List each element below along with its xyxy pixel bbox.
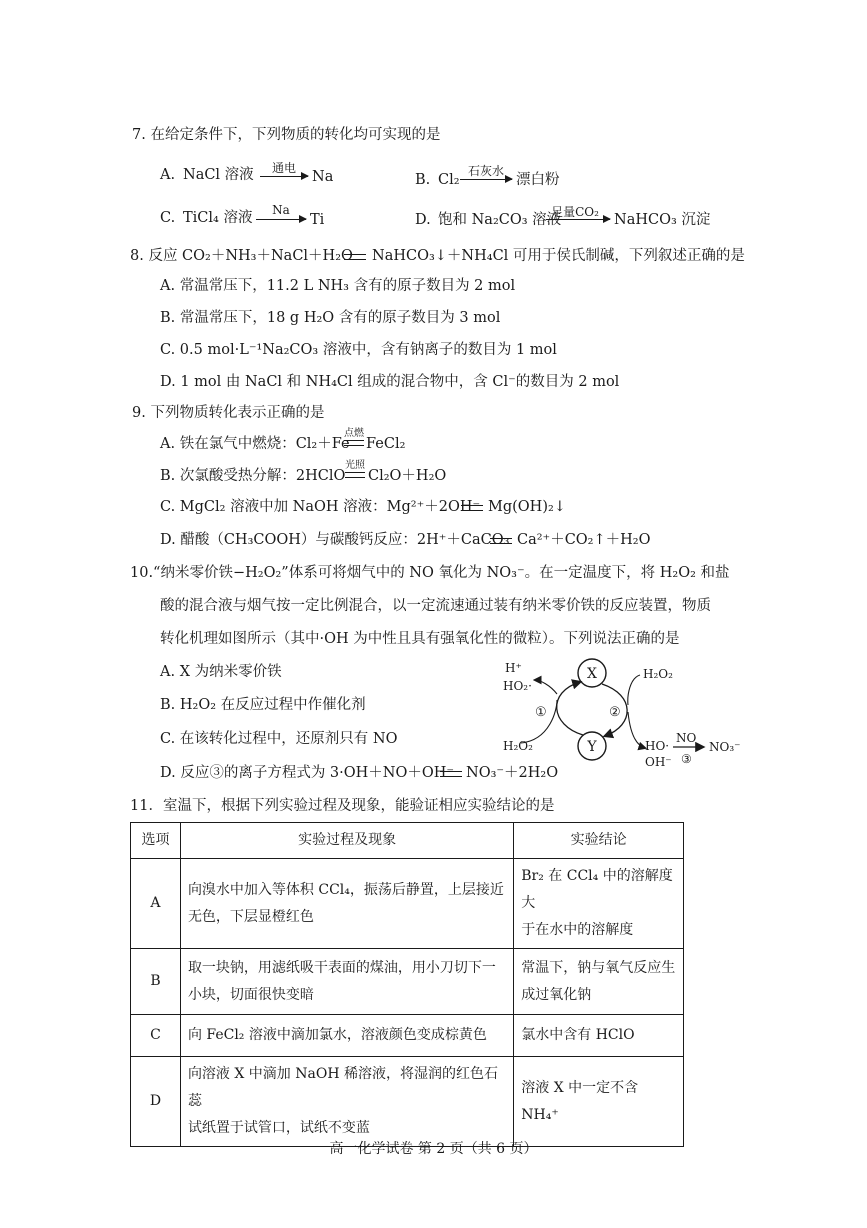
option-cell: D: [131, 1057, 181, 1147]
table-row: [131, 949, 684, 1015]
reactant: Cl₂: [438, 172, 460, 188]
q8-option-c: C. 0.5 mol·L⁻¹Na₂CO₃ 溶液中，含有钠离子的数目为 1 mol: [160, 342, 557, 358]
procedure-cell: [180, 859, 513, 949]
h-plus-label: H⁺: [505, 661, 522, 675]
equals-sign: [344, 254, 366, 260]
product: 漂白粉: [516, 172, 560, 188]
option-label: D.: [415, 212, 431, 228]
reaction-condition: 足量CO₂: [551, 205, 599, 219]
conclusion-line: Br₂ 在 CCl₄ 中的溶解度大: [521, 868, 673, 911]
procedure-cell: 向 FeCl₂ 溶液中滴加氯水，溶液颜色变成棕黄色: [180, 1015, 513, 1057]
experiment-table: [130, 822, 684, 1147]
q10-stem-line-3: 转化机理如图所示（其中·OH 为中性且具有强氧化性的微粒）。下列说法正确的是: [160, 631, 680, 647]
table-row: [131, 859, 684, 949]
q10-option-b: B. H₂O₂ 在反应过程中作催化剂: [160, 697, 366, 713]
procedure-line: 向溶液 X 中滴加 NaOH 稀溶液，将湿润的红色石蕊: [187, 1066, 498, 1109]
equals-sign: [440, 771, 462, 777]
procedure-line: 取一块钠，用滤纸吸干表面的煤油，用小刀切下一: [187, 959, 496, 976]
product: Ti: [310, 212, 325, 228]
h2o2-in-arrow-2: [628, 675, 640, 705]
reactant: NaCl 溶液: [183, 167, 254, 183]
reaction-arrow: [546, 219, 610, 220]
equation-left: 8. 反应 CO₂＋NH₃＋NaCl＋H₂O: [130, 248, 353, 264]
reaction-condition: 石灰水: [467, 164, 504, 178]
y-label: Y: [587, 739, 597, 755]
header-conclusion: 实验结论: [514, 823, 684, 859]
equals-sign: [345, 472, 365, 478]
table-row: [131, 1057, 684, 1147]
option-label: B.: [415, 172, 431, 188]
equation-right: NaHCO₃↓＋NH₄Cl 可用于侯氏制碱，下列叙述正确的是: [372, 248, 745, 264]
procedure-cell: [180, 949, 513, 1015]
option-label: C.: [160, 210, 176, 226]
equation-right: FeCl₂: [366, 436, 406, 452]
reaction-condition: 点燃: [344, 428, 364, 439]
no3-label: NO₃⁻: [709, 740, 741, 754]
option-cell: A: [131, 859, 181, 949]
ho2-out-arrow: [535, 680, 557, 694]
conclusion-line: 常温下，钠与氧气反应生: [521, 959, 676, 976]
equation-left: A. 铁在氯气中燃烧：Cl₂＋Fe: [160, 436, 350, 452]
conclusion-cell: [514, 859, 684, 949]
procedure-cell: [180, 1057, 513, 1147]
equation-right: Ca²⁺＋CO₂↑＋H₂O: [517, 532, 651, 548]
circle-1-label: ①: [535, 705, 547, 720]
procedure-line: 向溴水中加入等体积 CCl₄，振荡后静置，上层接近: [187, 881, 504, 898]
conclusion-line: 成过氧化钠: [521, 986, 592, 1003]
reactant: 饱和 Na₂CO₃ 溶液: [438, 212, 562, 228]
circle-3-label: ③: [681, 752, 692, 766]
no-label: NO: [676, 731, 697, 745]
option-cell: B: [131, 949, 181, 1015]
reaction-arrow: [256, 219, 306, 220]
equation-left: D. 反应③的离子方程式为 3·OH＋NO＋OH⁻: [160, 765, 455, 781]
equals-sign: [461, 505, 483, 511]
q10-stem-line-2: 酸的混合液与烟气按一定比例混合，以一定流速通过装有纳米零价铁的反应装置，物质: [160, 598, 711, 614]
equation-right: NO₃⁻＋2H₂O: [466, 765, 559, 781]
ho-out-arrow: [628, 712, 645, 748]
circle-2-label: ②: [609, 705, 621, 720]
option-label: A.: [160, 167, 176, 183]
ho2-label: HO₂·: [503, 679, 532, 693]
h2o2-top-right-label: H₂O₂: [643, 667, 673, 681]
table-row: [131, 1015, 684, 1057]
mechanism-diagram: [495, 650, 750, 770]
reaction-condition: 通电: [271, 161, 296, 175]
conclusion-cell: 溶液 X 中一定不含 NH₄⁺: [514, 1057, 684, 1147]
equals-sign: [344, 440, 364, 446]
reaction-arrow: [260, 176, 308, 177]
product: NaHCO₃ 沉淀: [614, 212, 711, 228]
option-cell: C: [131, 1015, 181, 1057]
conclusion-cell: [514, 949, 684, 1015]
page-footer: 高一化学试卷 第 2 页（共 6 页）: [329, 1141, 538, 1157]
h2o2-bottom-left-label: H₂O₂: [503, 739, 533, 753]
equation-left: B. 次氯酸受热分解：2HClO: [160, 468, 346, 484]
procedure-line: 小块，切面很快变暗: [187, 986, 314, 1003]
ho-radical-label: HO·: [645, 739, 670, 753]
q8-option-a: A. 常温常压下，11.2 L NH₃ 含有的原子数目为 2 mol: [160, 278, 516, 294]
table-header-row: [131, 823, 684, 859]
reaction-condition: Na: [272, 203, 290, 217]
equation-left: C. MgCl₂ 溶液中加 NaOH 溶液：Mg²⁺＋2OH⁻: [160, 499, 481, 515]
q7-stem: 7. 在给定条件下，下列物质的转化均可实现的是: [132, 127, 441, 143]
q8-option-b: B. 常温常压下，18 g H₂O 含有的原子数目为 3 mol: [160, 310, 501, 326]
product: Na: [312, 169, 334, 185]
procedure-line: 无色，下层显橙红色: [187, 908, 314, 925]
equation-left: D. 醋酸（CH₃COOH）与碳酸钙反应：2H⁺＋CaCO₃: [160, 532, 510, 548]
q9-stem: 9. 下列物质转化表示正确的是: [132, 405, 325, 421]
procedure-line: 试纸置于试管口，试纸不变蓝: [187, 1120, 370, 1136]
reaction-arrow: [460, 179, 512, 180]
header-procedure: 实验过程及现象: [180, 823, 513, 859]
equation-right: Cl₂O＋H₂O: [368, 468, 447, 484]
x-label: X: [587, 666, 597, 682]
reactant: TiCl₄ 溶液: [183, 210, 253, 226]
q10-stem-line-1: 10.“纳米零价铁−H₂O₂”体系可将烟气中的 NO 氧化为 NO₃⁻。在一定温度下，将 H₂O₂ 和盐: [130, 565, 730, 581]
q10-option-c: C. 在该转化过程中，还原剂只有 NO: [160, 731, 398, 747]
conclusion-cell: 氯水中含有 HClO: [514, 1015, 684, 1057]
arc-1-arrow: [557, 682, 583, 735]
oh-minus-label: OH⁻: [645, 755, 672, 769]
equation-right: Mg(OH)₂↓: [488, 499, 566, 515]
conclusion-line: 于在水中的溶解度: [521, 922, 634, 938]
header-option: 选项: [131, 823, 181, 859]
q10-option-a: A. X 为纳米零价铁: [160, 664, 282, 680]
reaction-condition: 光照: [345, 460, 365, 471]
q8-option-d: D. 1 mol 由 NaCl 和 NH₄Cl 组成的混合物中，含 Cl⁻的数目为 2 mol: [160, 374, 620, 390]
q11-stem: 11．室温下，根据下列实验过程及现象，能验证相应实验结论的是: [130, 798, 555, 814]
equals-sign: [490, 538, 512, 544]
